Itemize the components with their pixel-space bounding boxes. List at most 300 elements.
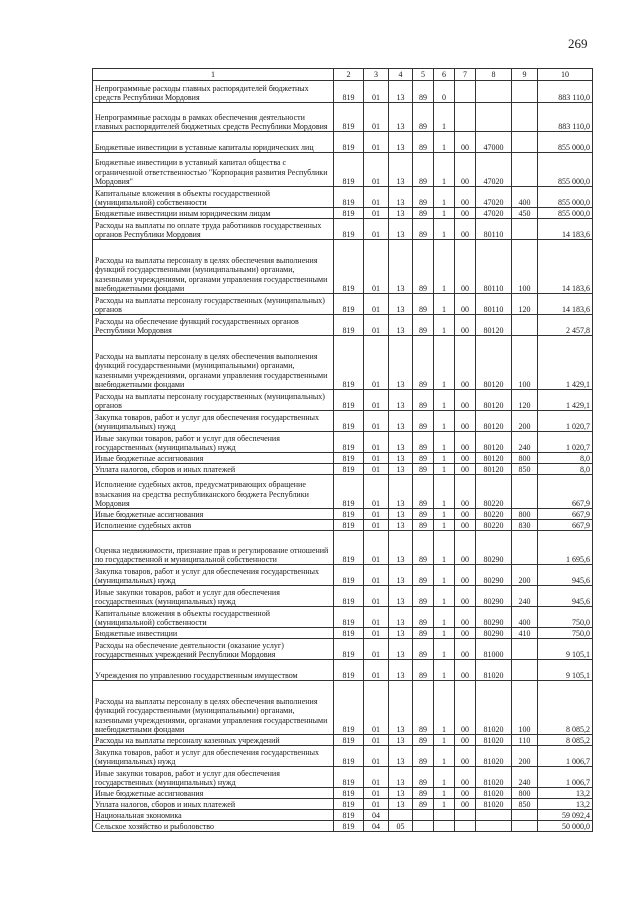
column-header: 9 [512, 69, 538, 81]
section-code-cell: 01 [364, 660, 389, 681]
table-row [93, 390, 593, 411]
program-code-cell: 89 [413, 294, 434, 315]
activity-code-cell: 00 [455, 336, 476, 390]
expense-type-code-cell [512, 639, 538, 660]
expense-type-code-cell: 240 [512, 586, 538, 607]
subprogram-code-cell: 1 [434, 240, 455, 294]
activity-code-cell: 00 [455, 187, 476, 208]
direction-code-cell: 80290 [476, 565, 512, 586]
subprogram-code-cell: 1 [434, 336, 455, 390]
subprogram-code-cell: 1 [434, 390, 455, 411]
column-header: 6 [434, 69, 455, 81]
subprogram-code-cell: 1 [434, 453, 455, 464]
table-header-row [93, 69, 593, 81]
table-row [93, 411, 593, 432]
amount-cell: 855 000,0 [538, 187, 593, 208]
expense-name-cell: Капитальные вложения в объекты государственной (муниципальной) собственности [93, 607, 334, 628]
table-row [93, 821, 593, 832]
section-code-cell: 01 [364, 103, 389, 132]
expense-type-code-cell: 100 [512, 240, 538, 294]
subsection-code-cell: 13 [389, 735, 413, 746]
amount-cell: 1 020,7 [538, 432, 593, 453]
subprogram-code-cell [434, 810, 455, 821]
ministry-code-cell: 819 [334, 187, 364, 208]
program-code-cell: 89 [413, 628, 434, 639]
subsection-code-cell: 13 [389, 336, 413, 390]
amount-cell: 855 000,0 [538, 208, 593, 219]
expense-name-cell: Учреждения по управлению государственным имуществом [93, 660, 334, 681]
ministry-code-cell: 819 [334, 735, 364, 746]
column-header: 3 [364, 69, 389, 81]
expense-name-cell: Расходы на обеспечение деятельности (оказание услуг) государственных учреждений Республики Мордовия [93, 639, 334, 660]
subprogram-code-cell: 1 [434, 607, 455, 628]
section-code-cell: 01 [364, 799, 389, 810]
table-body [93, 81, 593, 832]
activity-code-cell: 00 [455, 681, 476, 735]
expense-name-cell: Исполнение судебных актов, предусматривающих обращение взыскания на средства республиканского бюджета Республики Мордовия [93, 475, 334, 509]
direction-code-cell: 80110 [476, 294, 512, 315]
amount-cell: 50 000,0 [538, 821, 593, 832]
subprogram-code-cell: 1 [434, 187, 455, 208]
direction-code-cell: 47020 [476, 208, 512, 219]
program-code-cell: 89 [413, 336, 434, 390]
subsection-code-cell: 13 [389, 464, 413, 475]
subprogram-code-cell: 1 [434, 464, 455, 475]
activity-code-cell: 00 [455, 607, 476, 628]
amount-cell: 8,0 [538, 453, 593, 464]
section-code-cell: 01 [364, 565, 389, 586]
subsection-code-cell: 13 [389, 531, 413, 565]
expense-name-cell: Иные закупки товаров, работ и услуг для обеспечения государственных (муниципальных) нужд [93, 586, 334, 607]
table-row [93, 294, 593, 315]
expense-name-cell: Закупка товаров, работ и услуг для обеспечения государственных (муниципальных) нужд [93, 565, 334, 586]
table-row [93, 810, 593, 821]
activity-code-cell: 00 [455, 219, 476, 240]
column-header: 8 [476, 69, 512, 81]
subsection-code-cell: 13 [389, 681, 413, 735]
activity-code-cell: 00 [455, 153, 476, 187]
expense-name-cell: Бюджетные инвестиции [93, 628, 334, 639]
direction-code-cell: 80220 [476, 520, 512, 531]
section-code-cell: 01 [364, 735, 389, 746]
section-code-cell: 01 [364, 153, 389, 187]
subsection-code-cell: 13 [389, 315, 413, 336]
section-code-cell: 01 [364, 681, 389, 735]
column-header: 7 [455, 69, 476, 81]
table-row [93, 509, 593, 520]
section-code-cell: 01 [364, 81, 389, 103]
section-code-cell: 01 [364, 240, 389, 294]
ministry-code-cell: 819 [334, 607, 364, 628]
amount-cell: 855 000,0 [538, 132, 593, 153]
expense-name-cell: Бюджетные инвестиции в уставные капиталы юридических лиц [93, 132, 334, 153]
subsection-code-cell: 13 [389, 565, 413, 586]
expense-type-code-cell: 200 [512, 411, 538, 432]
amount-cell: 14 183,6 [538, 219, 593, 240]
expense-type-code-cell: 100 [512, 681, 538, 735]
subsection-code-cell: 13 [389, 520, 413, 531]
program-code-cell: 89 [413, 453, 434, 464]
direction-code-cell: 80290 [476, 607, 512, 628]
amount-cell: 1 006,7 [538, 767, 593, 788]
ministry-code-cell: 819 [334, 681, 364, 735]
program-code-cell: 89 [413, 788, 434, 799]
ministry-code-cell: 819 [334, 390, 364, 411]
subsection-code-cell: 13 [389, 660, 413, 681]
expense-name-cell: Сельское хозяйство и рыболовство [93, 821, 334, 832]
table-row [93, 81, 593, 103]
expense-name-cell: Национальная экономика [93, 810, 334, 821]
subprogram-code-cell: 1 [434, 628, 455, 639]
table-row [93, 336, 593, 390]
activity-code-cell: 00 [455, 411, 476, 432]
subprogram-code-cell: 1 [434, 432, 455, 453]
amount-cell: 13,2 [538, 788, 593, 799]
amount-cell: 9 105,1 [538, 660, 593, 681]
subsection-code-cell: 13 [389, 240, 413, 294]
direction-code-cell: 80120 [476, 336, 512, 390]
activity-code-cell: 00 [455, 509, 476, 520]
ministry-code-cell: 819 [334, 565, 364, 586]
section-code-cell: 01 [364, 315, 389, 336]
table-row [93, 432, 593, 453]
table-row [93, 586, 593, 607]
amount-cell: 1 695,6 [538, 531, 593, 565]
amount-cell: 855 000,0 [538, 153, 593, 187]
section-code-cell: 04 [364, 810, 389, 821]
table-row [93, 531, 593, 565]
direction-code-cell [476, 810, 512, 821]
subprogram-code-cell: 1 [434, 509, 455, 520]
direction-code-cell: 47020 [476, 187, 512, 208]
amount-cell: 1 006,7 [538, 746, 593, 767]
table-row [93, 240, 593, 294]
expense-type-code-cell: 240 [512, 432, 538, 453]
amount-cell: 59 092,4 [538, 810, 593, 821]
ministry-code-cell: 819 [334, 586, 364, 607]
table-row [93, 520, 593, 531]
table-row [93, 187, 593, 208]
subprogram-code-cell: 1 [434, 531, 455, 565]
section-code-cell: 01 [364, 132, 389, 153]
expense-type-code-cell [512, 81, 538, 103]
direction-code-cell: 80120 [476, 453, 512, 464]
table-row [93, 788, 593, 799]
amount-cell: 2 457,8 [538, 315, 593, 336]
direction-code-cell: 80110 [476, 240, 512, 294]
amount-cell: 8 085,2 [538, 735, 593, 746]
expense-type-code-cell: 400 [512, 187, 538, 208]
expense-name-cell: Иные бюджетные ассигнования [93, 788, 334, 799]
expense-name-cell: Расходы на выплаты персоналу казенных учреждений [93, 735, 334, 746]
subprogram-code-cell: 1 [434, 660, 455, 681]
subsection-code-cell: 13 [389, 432, 413, 453]
expense-type-code-cell: 850 [512, 464, 538, 475]
activity-code-cell: 00 [455, 639, 476, 660]
ministry-code-cell: 819 [334, 219, 364, 240]
column-header: 4 [389, 69, 413, 81]
section-code-cell: 01 [364, 453, 389, 464]
ministry-code-cell: 819 [334, 240, 364, 294]
subprogram-code-cell [434, 821, 455, 832]
expense-name-cell: Расходы на выплаты персоналу в целях обеспечения выполнения функций государственными (муниципальными) органами, казенными учреждениями, органами управления государственными внебюджетными фондами [93, 336, 334, 390]
subsection-code-cell: 13 [389, 153, 413, 187]
column-header: 2 [334, 69, 364, 81]
program-code-cell: 89 [413, 475, 434, 509]
subsection-code-cell: 13 [389, 746, 413, 767]
subsection-code-cell: 13 [389, 475, 413, 509]
program-code-cell: 89 [413, 767, 434, 788]
subsection-code-cell: 13 [389, 799, 413, 810]
expense-name-cell: Уплата налогов, сборов и иных платежей [93, 464, 334, 475]
expense-type-code-cell: 850 [512, 799, 538, 810]
direction-code-cell: 81020 [476, 788, 512, 799]
program-code-cell: 89 [413, 132, 434, 153]
expense-name-cell: Оценка недвижимости, признание прав и регулирование отношений по государственной и муниципальной собственности [93, 531, 334, 565]
amount-cell: 750,0 [538, 628, 593, 639]
subprogram-code-cell: 1 [434, 208, 455, 219]
program-code-cell: 89 [413, 187, 434, 208]
ministry-code-cell: 819 [334, 475, 364, 509]
program-code-cell: 89 [413, 315, 434, 336]
expense-name-cell: Иные бюджетные ассигнования [93, 453, 334, 464]
subsection-code-cell: 13 [389, 208, 413, 219]
ministry-code-cell: 819 [334, 453, 364, 464]
program-code-cell: 89 [413, 411, 434, 432]
direction-code-cell: 80110 [476, 219, 512, 240]
activity-code-cell: 00 [455, 767, 476, 788]
direction-code-cell [476, 821, 512, 832]
direction-code-cell: 80290 [476, 628, 512, 639]
subsection-code-cell: 13 [389, 390, 413, 411]
ministry-code-cell: 819 [334, 520, 364, 531]
table-row [93, 746, 593, 767]
ministry-code-cell: 819 [334, 628, 364, 639]
program-code-cell: 89 [413, 531, 434, 565]
subsection-code-cell: 05 [389, 821, 413, 832]
activity-code-cell: 00 [455, 586, 476, 607]
amount-cell: 667,9 [538, 509, 593, 520]
direction-code-cell: 81020 [476, 746, 512, 767]
section-code-cell: 01 [364, 607, 389, 628]
activity-code-cell: 00 [455, 628, 476, 639]
amount-cell: 8,0 [538, 464, 593, 475]
activity-code-cell: 00 [455, 531, 476, 565]
section-code-cell: 01 [364, 788, 389, 799]
amount-cell: 667,9 [538, 520, 593, 531]
expense-name-cell: Закупка товаров, работ и услуг для обеспечения государственных (муниципальных) нужд [93, 411, 334, 432]
direction-code-cell: 80120 [476, 432, 512, 453]
expense-name-cell: Исполнение судебных актов [93, 520, 334, 531]
program-code-cell: 89 [413, 565, 434, 586]
ministry-code-cell: 819 [334, 132, 364, 153]
ministry-code-cell: 819 [334, 294, 364, 315]
activity-code-cell: 00 [455, 464, 476, 475]
ministry-code-cell: 819 [334, 103, 364, 132]
program-code-cell: 89 [413, 390, 434, 411]
subsection-code-cell: 13 [389, 219, 413, 240]
direction-code-cell: 80120 [476, 464, 512, 475]
activity-code-cell: 00 [455, 735, 476, 746]
direction-code-cell [476, 103, 512, 132]
expense-type-code-cell [512, 531, 538, 565]
amount-cell: 9 105,1 [538, 639, 593, 660]
direction-code-cell: 80120 [476, 411, 512, 432]
ministry-code-cell: 819 [334, 767, 364, 788]
subprogram-code-cell: 1 [434, 475, 455, 509]
table-row [93, 219, 593, 240]
subsection-code-cell: 13 [389, 767, 413, 788]
expense-type-code-cell [512, 132, 538, 153]
expense-name-cell: Непрограммные расходы в рамках обеспечения деятельности главных распорядителей бюджетных средств Республики Мордовия [93, 103, 334, 132]
ministry-code-cell: 819 [334, 660, 364, 681]
amount-cell: 945,6 [538, 586, 593, 607]
activity-code-cell: 00 [455, 208, 476, 219]
budget-table [92, 68, 593, 832]
column-header: 10 [538, 69, 593, 81]
subprogram-code-cell: 1 [434, 746, 455, 767]
direction-code-cell: 80120 [476, 315, 512, 336]
ministry-code-cell: 819 [334, 432, 364, 453]
program-code-cell: 89 [413, 660, 434, 681]
activity-code-cell: 00 [455, 799, 476, 810]
expense-type-code-cell: 800 [512, 509, 538, 520]
subprogram-code-cell: 1 [434, 103, 455, 132]
expense-name-cell: Бюджетные инвестиции в уставный капитал общества с ограниченной ответственностью "Корпорация развития Республики Мордовия" [93, 153, 334, 187]
subsection-code-cell: 13 [389, 103, 413, 132]
subsection-code-cell: 13 [389, 187, 413, 208]
expense-type-code-cell [512, 103, 538, 132]
expense-name-cell: Расходы на выплаты персоналу государственных (муниципальных) органов [93, 390, 334, 411]
subsection-code-cell: 13 [389, 453, 413, 464]
ministry-code-cell: 819 [334, 509, 364, 520]
program-code-cell: 89 [413, 799, 434, 810]
expense-type-code-cell: 200 [512, 565, 538, 586]
program-code-cell [413, 810, 434, 821]
expense-type-code-cell: 800 [512, 788, 538, 799]
table-row [93, 153, 593, 187]
expense-name-cell: Расходы на обеспечение функций государственных органов Республики Мордовия [93, 315, 334, 336]
expense-name-cell: Закупка товаров, работ и услуг для обеспечения государственных (муниципальных) нужд [93, 746, 334, 767]
subprogram-code-cell: 1 [434, 735, 455, 746]
program-code-cell: 89 [413, 219, 434, 240]
subprogram-code-cell: 1 [434, 639, 455, 660]
activity-code-cell [455, 821, 476, 832]
expense-type-code-cell: 400 [512, 607, 538, 628]
amount-cell: 667,9 [538, 475, 593, 509]
subprogram-code-cell: 1 [434, 681, 455, 735]
activity-code-cell [455, 103, 476, 132]
section-code-cell: 01 [364, 586, 389, 607]
activity-code-cell: 00 [455, 132, 476, 153]
table-row [93, 660, 593, 681]
program-code-cell: 89 [413, 81, 434, 103]
expense-type-code-cell: 110 [512, 735, 538, 746]
direction-code-cell: 80220 [476, 475, 512, 509]
table-row [93, 639, 593, 660]
expense-type-code-cell: 200 [512, 746, 538, 767]
subsection-code-cell: 13 [389, 628, 413, 639]
amount-cell: 945,6 [538, 565, 593, 586]
program-code-cell: 89 [413, 586, 434, 607]
expense-type-code-cell [512, 315, 538, 336]
expense-type-code-cell [512, 660, 538, 681]
amount-cell: 1 429,1 [538, 390, 593, 411]
subprogram-code-cell: 1 [434, 294, 455, 315]
direction-code-cell: 81020 [476, 660, 512, 681]
subsection-code-cell: 13 [389, 81, 413, 103]
expense-type-code-cell [512, 153, 538, 187]
subsection-code-cell: 13 [389, 586, 413, 607]
activity-code-cell: 00 [455, 432, 476, 453]
section-code-cell: 01 [364, 520, 389, 531]
expense-type-code-cell: 450 [512, 208, 538, 219]
ministry-code-cell: 819 [334, 799, 364, 810]
table-row [93, 607, 593, 628]
subsection-code-cell: 13 [389, 294, 413, 315]
expense-type-code-cell [512, 475, 538, 509]
amount-cell: 8 085,2 [538, 681, 593, 735]
activity-code-cell: 00 [455, 453, 476, 464]
section-code-cell: 01 [364, 390, 389, 411]
ministry-code-cell: 819 [334, 208, 364, 219]
expense-type-code-cell: 240 [512, 767, 538, 788]
subprogram-code-cell: 1 [434, 219, 455, 240]
ministry-code-cell: 819 [334, 746, 364, 767]
expense-name-cell: Иные закупки товаров, работ и услуг для обеспечения государственных (муниципальных) нужд [93, 767, 334, 788]
table-row [93, 735, 593, 746]
subprogram-code-cell: 1 [434, 586, 455, 607]
direction-code-cell: 47020 [476, 153, 512, 187]
program-code-cell: 89 [413, 735, 434, 746]
section-code-cell: 01 [364, 219, 389, 240]
activity-code-cell: 00 [455, 475, 476, 509]
expense-type-code-cell [512, 219, 538, 240]
activity-code-cell: 00 [455, 788, 476, 799]
expense-name-cell: Расходы на выплаты персоналу в целях обеспечения выполнения функций государственными (муниципальными) органами, казенными учреждениями, органами управления государственными внебюджетными фондами [93, 681, 334, 735]
direction-code-cell [476, 81, 512, 103]
program-code-cell: 89 [413, 464, 434, 475]
expense-name-cell: Капитальные вложения в объекты государственной (муниципальной) собственности [93, 187, 334, 208]
table-row [93, 464, 593, 475]
section-code-cell: 04 [364, 821, 389, 832]
expense-type-code-cell: 120 [512, 294, 538, 315]
page-number: 269 [568, 36, 588, 51]
expense-name-cell: Расходы на выплаты персоналу в целях обеспечения выполнения функций государственными (муниципальными) органами, казенными учреждениями, органами управления государственными внебюджетными фондами [93, 240, 334, 294]
expense-type-code-cell: 800 [512, 453, 538, 464]
section-code-cell: 01 [364, 208, 389, 219]
table-row [93, 208, 593, 219]
table-row [93, 132, 593, 153]
ministry-code-cell: 819 [334, 411, 364, 432]
section-code-cell: 01 [364, 432, 389, 453]
section-code-cell: 01 [364, 628, 389, 639]
expense-name-cell: Уплата налогов, сборов и иных платежей [93, 799, 334, 810]
subsection-code-cell: 13 [389, 639, 413, 660]
subprogram-code-cell: 1 [434, 565, 455, 586]
section-code-cell: 01 [364, 464, 389, 475]
ministry-code-cell: 819 [334, 153, 364, 187]
section-code-cell: 01 [364, 475, 389, 509]
expense-name-cell: Расходы на выплаты персоналу государственных (муниципальных) органов [93, 294, 334, 315]
expense-type-code-cell [512, 821, 538, 832]
column-header: 5 [413, 69, 434, 81]
program-code-cell: 89 [413, 639, 434, 660]
subprogram-code-cell: 1 [434, 520, 455, 531]
amount-cell: 1 429,1 [538, 336, 593, 390]
program-code-cell: 89 [413, 208, 434, 219]
subsection-code-cell: 13 [389, 788, 413, 799]
